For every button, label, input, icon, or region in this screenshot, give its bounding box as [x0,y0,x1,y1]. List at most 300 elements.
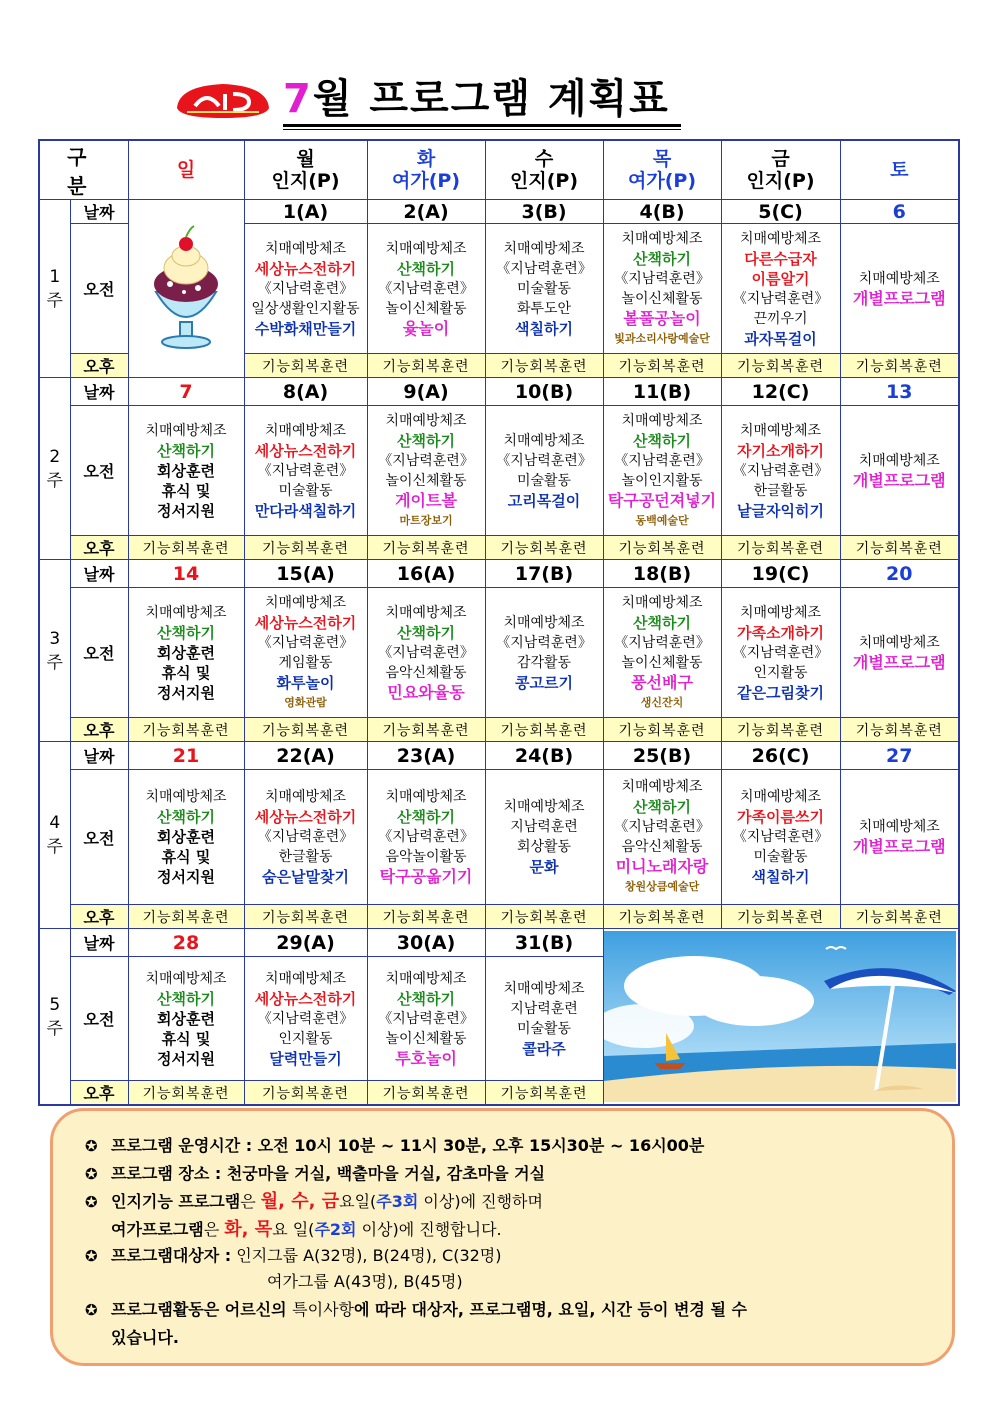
pm-activity-cell: 기능회복훈련 [485,536,603,560]
notice-leisure-freq: 주2회 [314,1220,357,1239]
activity-item: 세상뉴스전하기 [254,808,357,826]
activity-item: 정서지원 [157,501,215,520]
activity-item: 윷놀이 [402,318,450,338]
notice-line-cognitive [85,1187,543,1213]
day-program-type: 인지(P) [271,170,340,192]
date-cell: 17(B) [485,560,603,588]
activity-item: 치매예방체조 [621,594,703,611]
activity-item: 수박화채만들기 [254,319,357,338]
notice-text: 요 일( [272,1220,315,1239]
week-ju: 주 [46,290,63,311]
header-day-6 [840,140,959,200]
activity-item: 《지남력훈련》 [257,1010,354,1027]
notice-text: 은 [240,1192,261,1211]
activity-item: 치매예방체조 [264,422,347,439]
am-activity-cell [367,406,485,536]
activity-item: 치매예방체조 [385,604,467,621]
activity-item: 음악놀이활동 [385,849,467,865]
header-day-5 [721,140,840,200]
notice-hours-text: 프로그램 운영시간 : 오전 10시 10분 ~ 11시 30분, 오후 15시30분 ~ 16시00분 [111,1136,705,1155]
week-label [39,742,70,929]
activity-item: 《지남력훈련》 [496,452,592,469]
header-day-3 [485,140,603,200]
week-ju: 주 [46,837,63,857]
activity-item: 산책하기 [397,431,455,450]
activity-item: 《지남력훈련》 [732,462,829,479]
pm-activity-cell: 기능회복훈련 [840,718,959,742]
week-number: 1 [49,266,61,287]
am-activity-cell [367,770,485,905]
activity-item: 휴식 및 [161,848,211,866]
date-cell: 14 [128,560,244,588]
activity-item: 가족소개하기 [737,623,824,642]
am-activity-cell [485,957,603,1081]
activity-item: 일상생활인지활동 [251,300,360,317]
activity-item: 미술활동 [278,482,333,499]
date-cell: 21 [128,742,244,770]
date-cell: 26(C) [721,742,840,770]
pm-activity-cell: 기능회복훈련 [721,905,840,929]
table-header-row [39,140,959,200]
am-activity-cell [485,588,603,718]
date-cell: 29(A) [244,929,367,957]
activity-item: 투호놀이 [395,1048,457,1068]
pm-label: 오후 [70,718,128,742]
activity-item: 미술활동 [516,280,572,297]
day-program-type: 여가(P) [628,170,697,192]
day-program-type: 인지(P) [510,170,579,192]
activity-item: 음악신체활동 [621,839,703,855]
activity-item: 세상뉴스전하기 [254,989,357,1008]
activity-item: 《지남력훈련》 [732,644,829,661]
activity-item: 치매예방체조 [858,819,940,835]
date-cell: 28 [128,929,244,957]
date-cell: 20 [840,560,959,588]
activity-item: 게이트볼 [395,490,457,510]
week-2-pm-row [39,536,959,560]
pm-activity-cell: 기능회복훈련 [485,1081,603,1106]
header-gubun: 구 분 [39,140,128,200]
activity-item: 《지남력훈련》 [378,644,474,661]
notice-text: 은 [203,1220,225,1239]
date-cell: 4(B) [603,200,721,224]
pm-label: 오후 [70,1081,128,1106]
am-activity-cell [244,957,367,1081]
notice-cognitive-label: 인지기능 프로그램 [111,1192,241,1211]
week-label [39,378,70,560]
date-cell: 18(B) [603,560,721,588]
am-activity-cell [128,770,244,905]
week-5-date-row [39,929,959,957]
date-label: 날짜 [70,560,128,588]
pm-activity-cell: 기능회복훈련 [840,354,959,378]
activity-item: 화투도안 [516,300,572,317]
pm-activity-cell: 기능회복훈련 [367,905,485,929]
pm-activity-cell: 기능회복훈련 [485,354,603,378]
activity-item: 치매예방체조 [503,240,585,257]
pm-label: 오후 [70,536,128,560]
activity-item: 지남력훈련 [510,819,578,835]
activity-item: 한글활동 [278,849,333,865]
notice-target-label: 프로그램대상자 : [111,1246,232,1265]
activity-item: 산책하기 [633,613,691,632]
activity-item: 《지남력훈련》 [732,290,829,307]
date-cell: 16(A) [367,560,485,588]
activity-item: 휴식 및 [161,481,211,500]
activity-item: 치매예방체조 [385,240,467,257]
am-activity-cell [721,224,840,354]
date-cell: 22(A) [244,742,367,770]
activity-item: 《지남력훈련》 [614,634,710,651]
pm-label: 오후 [70,354,128,378]
date-cell: 19(C) [721,560,840,588]
week-number: 4 [49,813,61,833]
day-name: 수 [534,148,554,170]
pm-label: 오후 [70,905,128,929]
activity-item: 산책하기 [157,441,215,460]
page-title [283,70,670,128]
week-3-date-row [39,560,959,588]
activity-item: 정서지원 [157,1049,215,1068]
notice-change-end: 있습니다. [111,1328,179,1347]
activity-item: 미니노래자랑 [615,857,709,876]
pm-activity-cell: 기능회복훈련 [128,536,244,560]
title-text: 월 프로그램 계획표 [312,76,670,122]
activity-item: 치매예방체조 [264,970,347,987]
activity-item: 민요와율동 [387,682,465,702]
activity-item: 음악신체활동 [385,664,467,681]
activity-item: 치매예방체조 [858,634,940,651]
pm-activity-cell: 기능회복훈련 [367,1081,485,1106]
activity-item: 색칠하기 [751,868,810,886]
notice-line-hours [85,1133,704,1156]
week-label [39,560,70,742]
activity-item: 산책하기 [397,808,455,826]
week-number: 3 [49,628,61,649]
activity-item: 치매예방체조 [503,799,585,815]
activity-item: 달력만들기 [269,1049,342,1068]
am-label: 오전 [70,224,128,354]
pm-activity-cell: 기능회복훈련 [721,354,840,378]
activity-item: 미술활동 [516,1020,572,1037]
week-number: 5 [49,994,61,1015]
am-label: 오전 [70,957,128,1081]
date-cell: 9(A) [367,378,485,406]
activity-item: 치매예방체조 [264,594,347,611]
week-number: 2 [49,446,61,467]
date-cell: 8(A) [244,378,367,406]
am-activity-cell [485,406,603,536]
date-cell: 31(B) [485,929,603,957]
activity-item: 마트장보기 [399,513,453,527]
activity-item: 고리목걸이 [507,491,581,510]
activity-item: 지남력훈련 [510,1000,578,1017]
activity-item: 치매예방체조 [145,789,227,805]
activity-item: 회상훈련 [157,643,215,662]
pm-activity-cell: 기능회복훈련 [128,718,244,742]
activity-item: 정서지원 [157,868,215,886]
activity-item: 놀이인지활동 [621,472,703,489]
day-program-type: 인지(P) [746,170,815,192]
activity-item: 치매예방체조 [739,230,822,247]
week-4-am-row [39,770,959,905]
bullet-icon: ✪ [85,1137,98,1155]
activity-item: 치매예방체조 [503,980,585,997]
activity-item: 동백예술단 [635,513,689,527]
activity-item: 《지남력훈련》 [496,634,592,651]
activity-item: 치매예방체조 [385,970,467,987]
notice-text: 프로그램활동은 어르신의 [111,1300,293,1319]
beach-umbrella-icon [604,931,956,1102]
pm-activity-cell: 기능회복훈련 [244,1081,367,1106]
pm-activity-cell: 기능회복훈련 [840,905,959,929]
date-cell: 11(B) [603,378,721,406]
activity-item: 문화 [529,858,559,876]
am-activity-cell [244,770,367,905]
date-label: 날짜 [70,378,128,406]
pm-activity-cell: 기능회복훈련 [485,905,603,929]
week-ju: 주 [46,652,63,673]
date-cell: 30(A) [367,929,485,957]
activity-item: 《지남력훈련》 [257,280,354,297]
header-day-0 [128,140,244,200]
am-activity-cell [367,957,485,1081]
activity-item: 미술활동 [753,849,808,865]
beach-picture [603,929,959,1106]
pm-activity-cell: 기능회복훈련 [603,905,721,929]
am-activity-cell [128,957,244,1081]
pm-activity-cell: 기능회복훈련 [485,718,603,742]
activity-item: 과자목걸이 [744,329,817,348]
activity-item: 창원상큼예술단 [624,880,700,893]
activity-item: 《지남력훈련》 [257,462,354,479]
notice-line-target [85,1243,502,1266]
date-cell: 6 [840,200,959,224]
activity-item: 《지남력훈련》 [614,270,710,287]
activity-item: 세상뉴스전하기 [254,259,357,278]
am-label: 오전 [70,588,128,718]
activity-item: 《지남력훈련》 [257,829,354,845]
sun-logo-icon [173,78,273,120]
activity-item: 놀이신체활동 [621,654,703,671]
date-cell: 23(A) [367,742,485,770]
am-activity-cell [840,224,959,354]
am-label: 오전 [70,406,128,536]
activity-item: 개별프로그램 [852,288,946,308]
activity-item: 미술활동 [516,472,572,489]
activity-item: 휴식 및 [161,663,211,682]
activity-item: 산책하기 [633,249,691,268]
notice-line-leisure [111,1215,502,1241]
date-cell: 7 [128,378,244,406]
am-activity-cell [603,588,721,718]
am-activity-cell [840,406,959,536]
am-activity-cell [721,406,840,536]
activity-item: 치매예방체조 [858,270,940,287]
pm-activity-cell: 기능회복훈련 [721,718,840,742]
day-program-type: 여가(P) [392,170,461,192]
activity-item: 회상훈련 [157,461,215,480]
activity-item: 《지남력훈련》 [496,260,592,277]
am-activity-cell [603,406,721,536]
date-cell: 25(B) [603,742,721,770]
pm-activity-cell: 기능회복훈련 [721,536,840,560]
pm-activity-cell: 기능회복훈련 [840,536,959,560]
activity-item: 낱글자익히기 [737,501,824,520]
activity-item: 산책하기 [157,623,215,642]
activity-item: 감각활동 [516,654,572,671]
day-name: 목 [652,148,672,170]
activity-item: 숨은낱말찾기 [262,868,349,886]
activity-item: 자기소개하기 [737,441,824,460]
activity-item: 놀이신체활동 [385,1030,467,1047]
date-cell: 12(C) [721,378,840,406]
date-cell: 27 [840,742,959,770]
notice-text: 이상)에 진행하며 [418,1192,543,1211]
week-4-date-row [39,742,959,770]
activity-item: 산책하기 [633,798,691,816]
pm-activity-cell: 기능회복훈련 [244,718,367,742]
activity-item: 치매예방체조 [503,432,585,449]
notice-place-text: 프로그램 장소 : 천궁마을 거실, 백출마을 거실, 감초마을 거실 [111,1164,546,1183]
activity-item: 산책하기 [633,431,691,450]
activity-item: 산책하기 [157,808,215,826]
am-activity-cell [721,588,840,718]
activity-item: 영화관람 [284,695,327,709]
activity-item: 놀이신체활동 [385,300,467,317]
activity-item: 이름알기 [751,269,810,288]
notice-box [50,1108,955,1366]
am-activity-cell [840,588,959,718]
day-name: 토 [890,159,909,181]
activity-item: 끈끼우기 [753,310,808,327]
pm-activity-cell: 기능회복훈련 [244,536,367,560]
activity-item: 콩고르기 [515,673,573,692]
notice-text: 에 따라 대상자, 프로그램명, 요일, 시간 등이 변경 될 수 [354,1300,747,1319]
title-underline [283,124,681,127]
activity-item: 만다라색칠하기 [254,501,357,520]
am-activity-cell [367,588,485,718]
date-label: 날짜 [70,200,128,224]
activity-item: 탁구공던져넣기 [607,490,717,510]
activity-item: 놀이신체활동 [621,290,703,307]
notice-text: 이상)에 진행합니다. [356,1220,502,1239]
activity-item: 《지남력훈련》 [378,452,474,469]
title-month: 7 [283,76,313,122]
activity-item: 산책하기 [157,989,215,1008]
activity-item: 회상훈련 [157,828,215,846]
activity-item: 치매예방체조 [621,412,703,429]
activity-item: 《지남력훈련》 [378,280,474,297]
pm-activity-cell: 기능회복훈련 [244,905,367,929]
activity-item: 빛과소리사랑예술단 [614,331,710,345]
activity-item: 회상훈련 [157,1009,215,1028]
activity-item: 정서지원 [157,683,215,702]
activity-item: 인지활동 [753,664,808,681]
activity-item: 산책하기 [397,989,455,1008]
notice-text: 특이사항 [292,1300,354,1319]
activity-item: 치매예방체조 [385,789,467,805]
activity-item: 치매예방체조 [739,422,822,439]
week-ju: 주 [46,1018,63,1039]
date-label: 날짜 [70,929,128,957]
title-underline-thin [283,129,681,130]
notice-cognitive-freq: 주3회 [376,1192,419,1211]
bullet-icon: ✪ [85,1165,98,1183]
activity-item: 세상뉴스전하기 [254,613,357,632]
activity-item: 치매예방체조 [503,614,585,631]
pm-activity-cell: 기능회복훈련 [128,905,244,929]
week-2-date-row [39,378,959,406]
week-4-pm-row [39,905,959,929]
date-cell: 2(A) [367,200,485,224]
activity-item: 휴식 및 [161,1029,211,1048]
notice-target-cognitive: 인지그룹 A(32명), B(24명), C(32명) [231,1246,502,1265]
activity-item: 《지남력훈련》 [614,819,710,835]
activity-item: 생신잔치 [640,695,684,709]
am-activity-cell [603,224,721,354]
bullet-icon: ✪ [85,1247,98,1265]
activity-item: 게임활동 [278,654,333,671]
am-activity-cell [244,588,367,718]
activity-item: 치매예방체조 [739,789,822,805]
date-cell: 24(B) [485,742,603,770]
activity-item: 탁구공옮기기 [379,867,473,886]
activity-item: 볼풀공놀이 [623,308,701,328]
notice-text: 요일( [339,1192,377,1211]
activity-item: 치매예방체조 [145,604,227,621]
activity-item: 《지남력훈련》 [614,452,710,469]
activity-item: 색칠하기 [515,319,573,338]
week-3-pm-row [39,718,959,742]
date-label: 날짜 [70,742,128,770]
activity-item: 치매예방체조 [264,789,347,805]
date-cell: 5(C) [721,200,840,224]
header-day-4 [603,140,721,200]
pm-activity-cell: 기능회복훈련 [128,1081,244,1106]
day-name: 화 [416,148,436,170]
pm-activity-cell: 기능회복훈련 [603,536,721,560]
activity-item: 치매예방체조 [858,452,940,469]
am-activity-cell [367,224,485,354]
activity-item: 가족이름쓰기 [737,808,824,826]
header-day-2 [367,140,485,200]
activity-item: 화투놀이 [276,673,335,692]
activity-item: 개별프로그램 [852,470,946,490]
date-cell: 13 [840,378,959,406]
schedule-table [38,139,960,1106]
activity-item: 콜라주 [522,1039,566,1058]
activity-item: 치매예방체조 [385,412,467,429]
activity-item: 다른수급자 [744,249,817,268]
am-activity-cell [128,588,244,718]
activity-item: 치매예방체조 [621,779,703,795]
activity-item: 산책하기 [397,259,455,278]
am-activity-cell [603,770,721,905]
day-name: 일 [176,159,196,181]
pm-activity-cell: 기능회복훈련 [367,536,485,560]
activity-item: 놀이신체활동 [385,472,467,489]
am-activity-cell [244,224,367,354]
am-activity-cell [485,224,603,354]
date-cell: 3(B) [485,200,603,224]
activity-item: 세상뉴스전하기 [254,441,357,460]
icecream-icon [136,222,236,352]
bullet-icon: ✪ [85,1193,98,1211]
date-cell: 1(A) [244,200,367,224]
header-day-1 [244,140,367,200]
notice-cognitive-days: 월, 수, 금 [260,1191,340,1212]
